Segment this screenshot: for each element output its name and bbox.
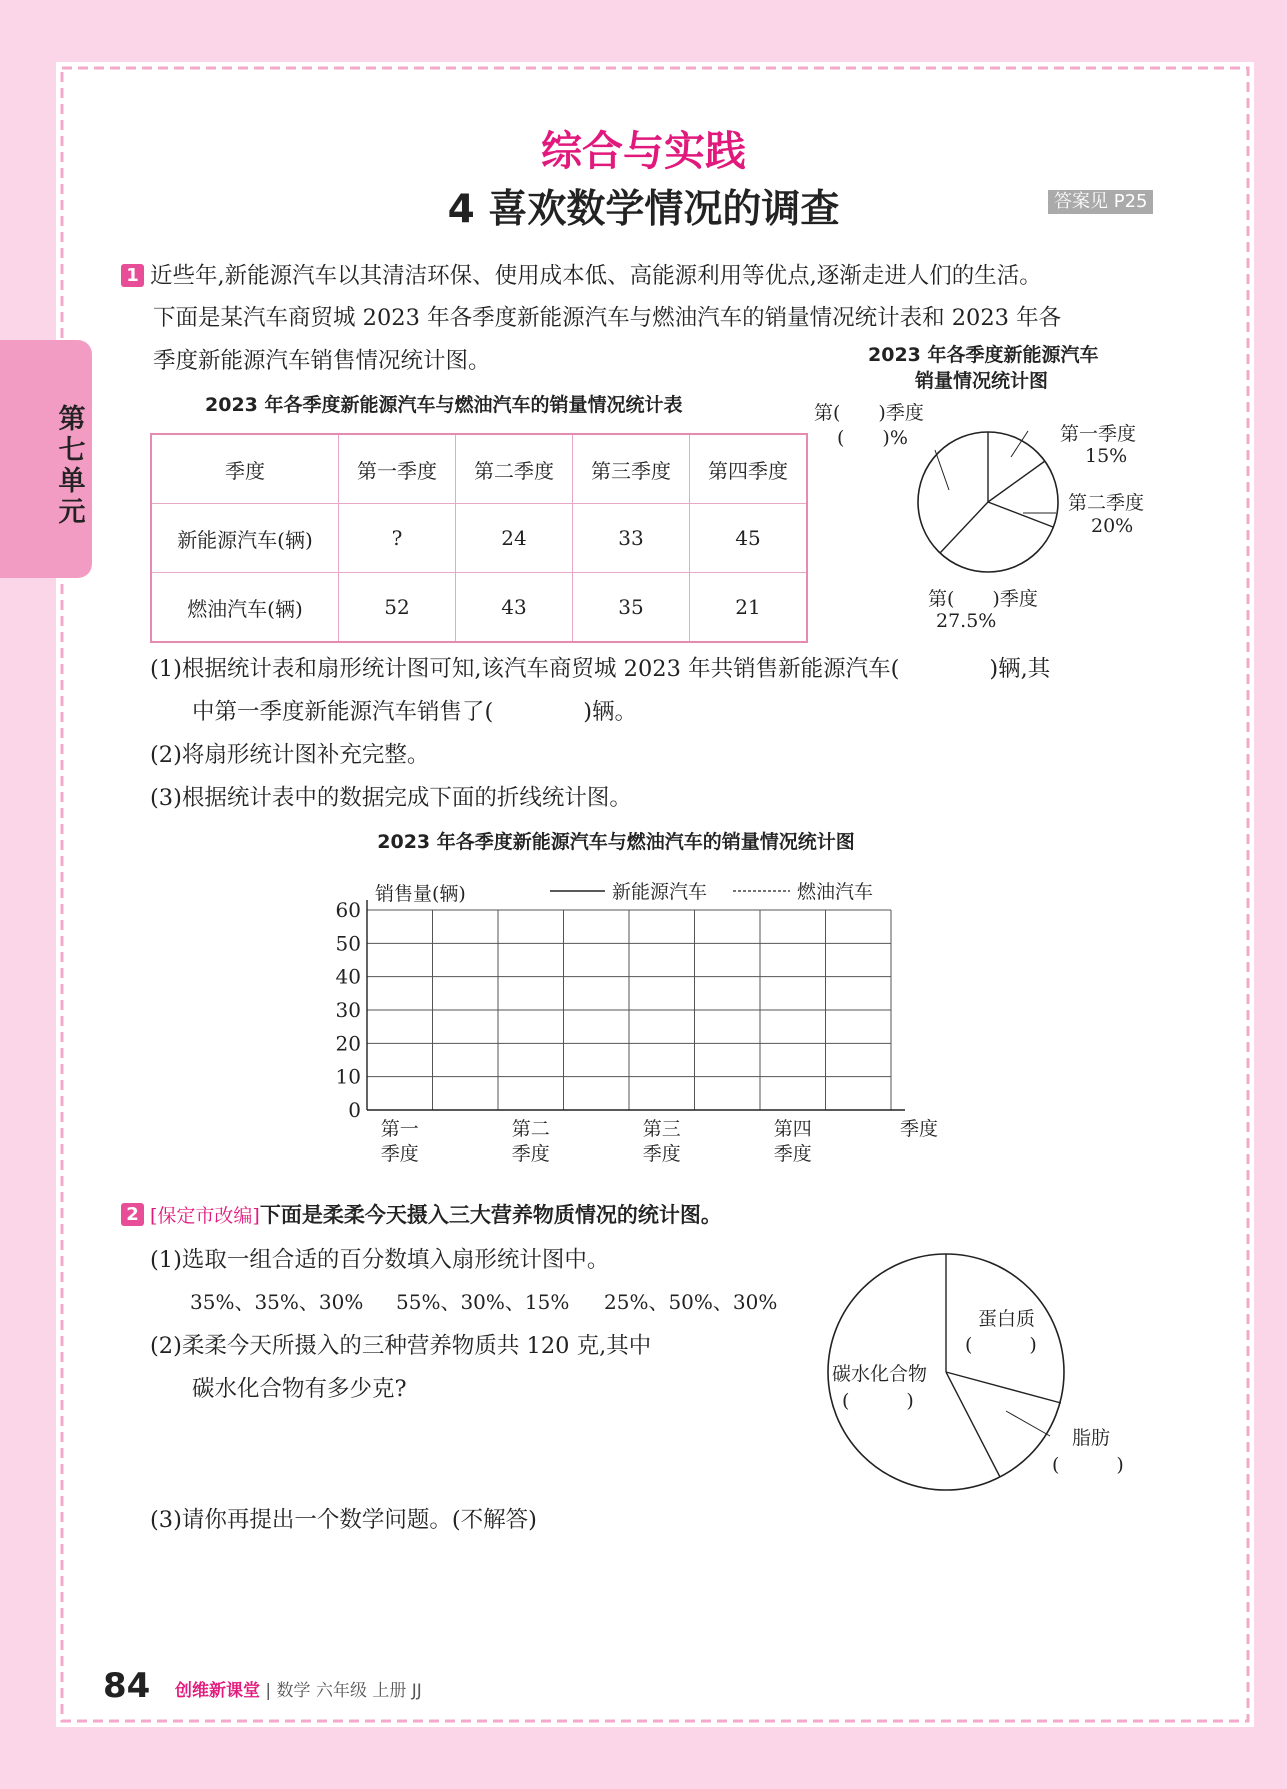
q2-pie-label-fat: 脂肪 bbox=[1072, 1427, 1111, 1449]
section-title: 综合与实践 bbox=[541, 127, 746, 175]
q1-pie-caption-2: 销量情况统计图 bbox=[915, 370, 1049, 392]
table-cell: 52 bbox=[339, 573, 456, 643]
q2-sub3: (3)请你再提出一个数学问题。(不解答) bbox=[150, 1507, 537, 1533]
table-cell: 35 bbox=[573, 573, 690, 643]
q2-number: 2 bbox=[121, 1203, 144, 1226]
q2-sub1: (1)选取一组合适的百分数填入扇形统计图中。 bbox=[150, 1247, 610, 1273]
q2-option-b[interactable]: 55%、30%、15% bbox=[396, 1290, 570, 1314]
table-cell: 43 bbox=[456, 573, 573, 643]
q2-option-c[interactable]: 25%、50%、30% bbox=[604, 1290, 778, 1314]
lesson-title: 4 喜欢数学情况的调查 bbox=[447, 187, 840, 232]
x-tick-label: 第四 bbox=[773, 1118, 812, 1140]
table-header-cell: 第一季度 bbox=[339, 434, 456, 504]
q2-sub2-line1: (2)柔柔今天所摄入的三种营养物质共 120 克,其中 bbox=[150, 1333, 652, 1359]
answer-ref-badge: 答案见 P25 bbox=[1048, 190, 1153, 214]
q2-pie-blank-protein[interactable]: ( ) bbox=[965, 1334, 1037, 1356]
q2-option-a[interactable]: 35%、35%、30% bbox=[190, 1290, 364, 1314]
pie-label-unknown-pct: ( )% bbox=[837, 427, 908, 449]
y-tick-label: 50 bbox=[335, 931, 361, 956]
x-tick-label: 第一 bbox=[380, 1118, 419, 1140]
y-tick-label: 10 bbox=[335, 1064, 361, 1089]
x-tick-label: 季度 bbox=[511, 1143, 550, 1165]
x-tick-label: 季度 bbox=[380, 1143, 419, 1165]
q2-intro: 下面是柔柔今天摄入三大营养物质情况的统计图。 bbox=[259, 1203, 722, 1227]
q1-number: 1 bbox=[121, 264, 144, 287]
footer-info bbox=[175, 1676, 422, 1701]
q2-pie-blank-carb[interactable]: ( ) bbox=[842, 1390, 914, 1412]
pie-sector-line bbox=[940, 502, 988, 553]
y-axis-label: 销售量(辆) bbox=[375, 883, 466, 905]
y-tick-label: 20 bbox=[335, 1031, 361, 1056]
table-header-cell: 第二季度 bbox=[456, 434, 573, 504]
q1-sub2: (2)将扇形统计图补充完整。 bbox=[150, 742, 430, 768]
q1-intro-line1: 1 近些年,新能源汽车以其清洁环保、使用成本低、高能源利用等优点,逐渐走进人们的生活。 bbox=[121, 258, 1042, 290]
table-row bbox=[151, 573, 807, 643]
pie-sector-line bbox=[988, 502, 1053, 527]
line-chart bbox=[325, 870, 945, 1170]
q2-pie-label-carb: 碳水化合物 bbox=[832, 1363, 928, 1385]
q1-intro-line3: 季度新能源汽车销售情况统计图。 bbox=[153, 348, 491, 374]
q2-heading bbox=[121, 1199, 722, 1229]
q1-sub3: (3)根据统计表中的数据完成下面的折线统计图。 bbox=[150, 785, 632, 811]
y-tick-label: 0 bbox=[348, 1098, 361, 1122]
q1-stat-table bbox=[150, 433, 808, 643]
q2-pie-blank-fat[interactable]: ( ) bbox=[1052, 1454, 1124, 1476]
y-tick-label: 60 bbox=[335, 898, 361, 922]
table-header-cell: 第三季度 bbox=[573, 434, 690, 504]
x-tick-label: 第三 bbox=[642, 1118, 681, 1140]
y-tick-label: 40 bbox=[335, 964, 361, 989]
pie-sector-line bbox=[946, 1372, 1000, 1477]
pie-label-q2-pct: 20% bbox=[1091, 515, 1134, 537]
pie-label-unknown-name: 第( )季度 bbox=[814, 402, 924, 424]
footer-subject: | 数学 六年级 上册 JJ bbox=[265, 1681, 422, 1701]
table-cell: 新能源汽车(辆) bbox=[151, 504, 339, 573]
x-tick-label: 季度 bbox=[642, 1143, 681, 1165]
unit-tab-label: 第七单元 bbox=[58, 404, 86, 528]
q1-pie-caption-1: 2023 年各季度新能源汽车 bbox=[868, 344, 1099, 366]
table-header-cell: 第四季度 bbox=[690, 434, 808, 504]
table-cell: 21 bbox=[690, 573, 808, 643]
leader-line bbox=[1011, 431, 1028, 457]
pie-sector-line bbox=[946, 1372, 1061, 1403]
table-header-cell: 季度 bbox=[151, 434, 339, 504]
legend-label: 燃油汽车 bbox=[797, 881, 874, 903]
table-header-row bbox=[151, 434, 807, 504]
pie-sector-line bbox=[988, 461, 1045, 502]
x-axis-label: 季度 bbox=[899, 1118, 939, 1140]
q2-pie-label-protein: 蛋白质 bbox=[978, 1308, 1036, 1330]
pie-label-q1-name: 第一季度 bbox=[1060, 423, 1137, 445]
pie-label-q1-pct: 15% bbox=[1085, 445, 1128, 467]
pie-label-q3-pct: 27.5% bbox=[936, 610, 997, 632]
q2-source: [保定市改编] bbox=[150, 1205, 260, 1227]
table-cell: 45 bbox=[690, 504, 808, 573]
footer-brand: 创维新课堂 bbox=[175, 1681, 260, 1701]
pie-label-q3-name: 第( )季度 bbox=[928, 588, 1038, 610]
x-tick-label: 季度 bbox=[773, 1143, 812, 1165]
q1-sub1-line2: 中第一季度新能源汽车销售了( )辆。 bbox=[192, 699, 638, 725]
table-cell: 燃油汽车(辆) bbox=[151, 573, 339, 643]
legend-label: 新能源汽车 bbox=[612, 881, 708, 903]
pie-label-q2-name: 第二季度 bbox=[1068, 492, 1145, 514]
q1-sub1-line1: (1)根据统计表和扇形统计图可知,该汽车商贸城 2023 年共销售新能源汽车( )辆,其 bbox=[150, 656, 1051, 682]
y-tick-label: 30 bbox=[335, 998, 361, 1022]
leader-line bbox=[1006, 1411, 1050, 1436]
line-chart-title: 2023 年各季度新能源汽车与燃油汽车的销量情况统计图 bbox=[377, 831, 855, 853]
table-cell: 33 bbox=[573, 504, 690, 573]
page-number: 84 bbox=[103, 1666, 151, 1706]
table-cell[interactable]: ? bbox=[339, 504, 456, 573]
leader-line bbox=[935, 450, 949, 490]
x-tick-label: 第二 bbox=[511, 1118, 550, 1140]
q1-intro-line2: 下面是某汽车商贸城 2023 年各季度新能源汽车与燃油汽车的销量情况统计表和 2023 年各 bbox=[153, 305, 1062, 331]
q2-sub2-line2: 碳水化合物有多少克? bbox=[192, 1376, 407, 1402]
table-cell: 24 bbox=[456, 504, 573, 573]
table-row bbox=[151, 504, 807, 573]
q1-table-caption: 2023 年各季度新能源汽车与燃油汽车的销量情况统计表 bbox=[205, 394, 683, 416]
